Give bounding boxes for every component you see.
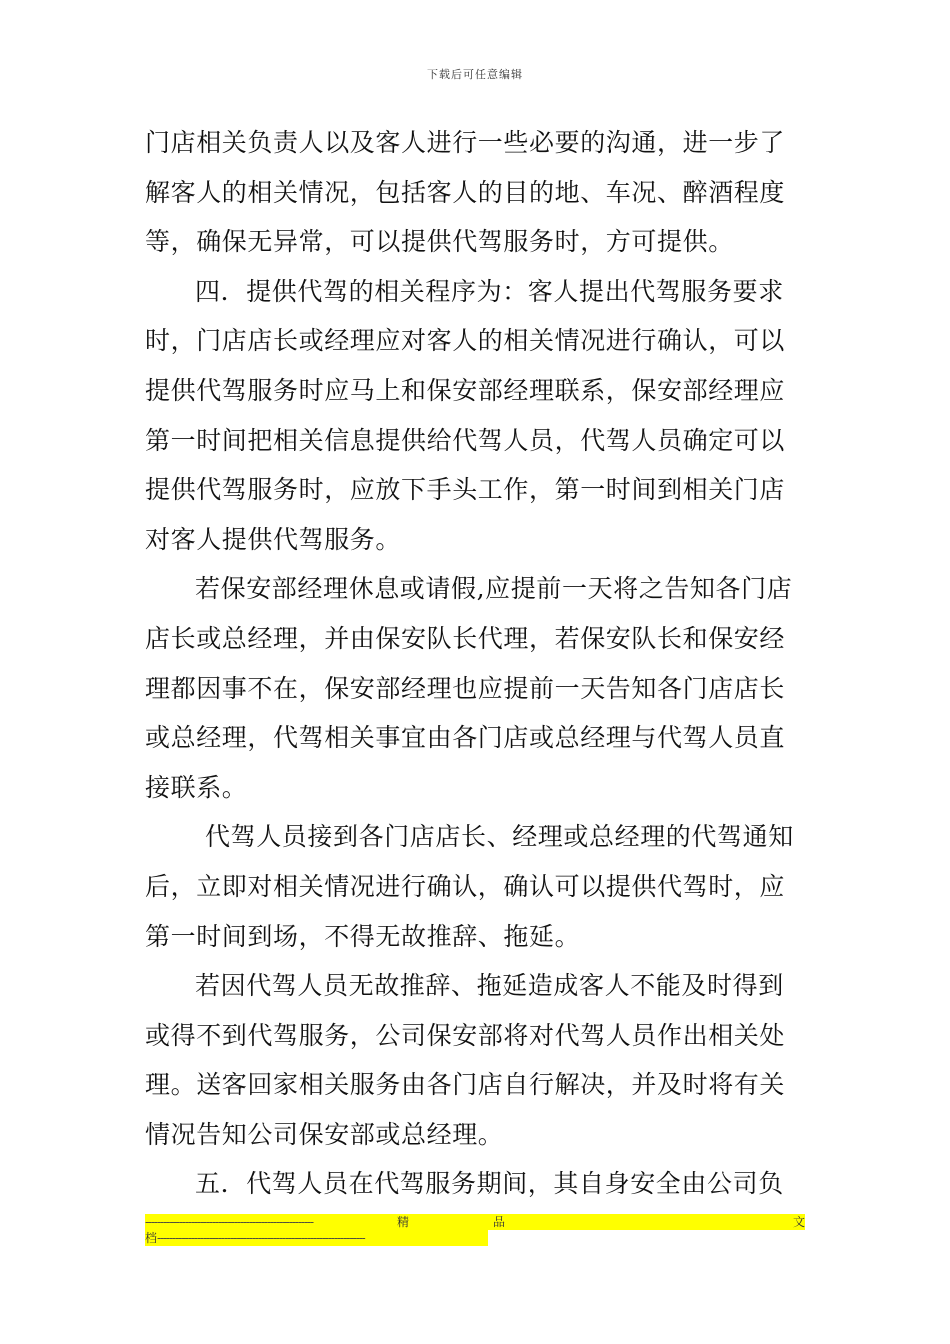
text-line: 理都因事不在，保安部经理也应提前一天告知各门店店长: [145, 673, 786, 703]
text-line: 若保安部经理休息或请假,应提前一天将之告知各门店: [195, 574, 793, 604]
footer-dashes: --------------------------------------------------------------------: [157, 1231, 365, 1245]
text-line: 解客人的相关情况，包括客人的目的地、车况、醉酒程度: [145, 177, 786, 207]
footer-banner-line: [145, 1230, 488, 1246]
paragraph-manager-absence: [145, 564, 805, 812]
text-line: 五．代驾人员在代驾服务期间，其自身安全由公司负: [195, 1169, 784, 1199]
text-line: 店长或总经理，并由保安队长代理，若保安队长和保安经: [145, 623, 786, 653]
footer-banner-line: [145, 1214, 805, 1230]
text-line: 四．提供代驾的相关程序为：客人提出代驾服务要求: [195, 276, 784, 306]
text-line: 接联系。: [145, 772, 248, 802]
text-line: 对客人提供代驾服务。: [145, 524, 402, 554]
footer-char: 文: [792, 1215, 805, 1229]
text-line: 理。送客回家相关服务由各门店自行解决，并及时将有关: [145, 1070, 786, 1100]
paragraph-section-five: [145, 1159, 805, 1209]
document-body: [145, 118, 805, 1209]
text-line: 若因代驾人员无故推辞、拖延造成客人不能及时得到: [195, 971, 784, 1001]
text-line: 提供代驾服务时，应放下手头工作，第一时间到相关门店: [145, 475, 786, 505]
footer-dashes: -------------------------------------------------------: [145, 1215, 314, 1229]
text-line: 或总经理，代驾相关事宜由各门店或总经理与代驾人员直: [145, 723, 786, 753]
text-line: 第一时间到场，不得无故推辞、拖延。: [145, 921, 581, 951]
text-line: 后，立即对相关情况进行确认，确认可以提供代驾时，应: [145, 871, 786, 901]
page-header: 下载后可任意编辑: [427, 68, 523, 81]
text-line: 或得不到代驾服务，公司保安部将对代驾人员作出相关处: [145, 1020, 786, 1050]
text-line: 门店相关负责人以及客人进行一些必要的沟通，进一步了: [145, 128, 786, 157]
paragraph-penalty: [145, 961, 805, 1159]
paragraph-section-four: [145, 267, 805, 565]
footer-char: 品: [493, 1215, 506, 1229]
text-line: 代驾人员接到各门店店长、经理或总经理的代驾通知: [205, 822, 794, 852]
page-footer: [145, 1214, 805, 1246]
text-line: 时，门店店长或经理应对客人的相关情况进行确认，可以: [145, 326, 786, 356]
text-line: 第一时间把相关信息提供给代驾人员，代驾人员确定可以: [145, 425, 786, 455]
paragraph-driver-notification: [145, 812, 805, 961]
footer-char: 精: [397, 1215, 410, 1229]
footer-char: 档: [145, 1231, 158, 1245]
text-line: 等，确保无异常，可以提供代驾服务时，方可提供。: [145, 227, 734, 257]
text-line: 情况告知公司保安部或总经理。: [145, 1119, 504, 1149]
text-line: 提供代驾服务时应马上和保安部经理联系，保安部经理应: [145, 375, 786, 405]
paragraph-intro-continuation: [145, 118, 805, 267]
